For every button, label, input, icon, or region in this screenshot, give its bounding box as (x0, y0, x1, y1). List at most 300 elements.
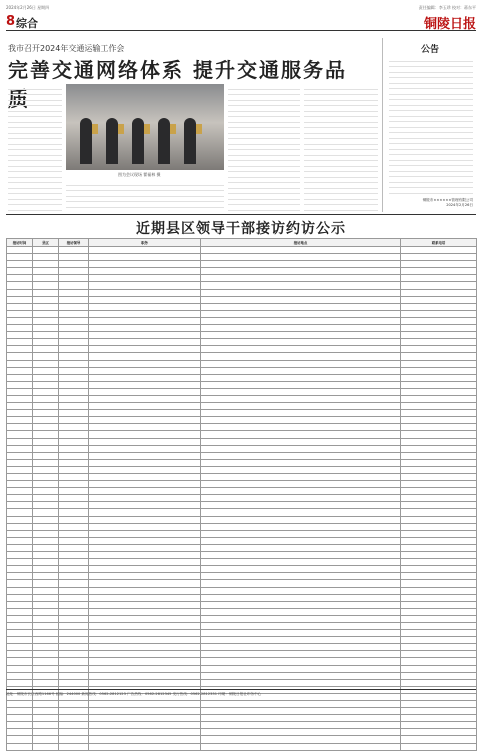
table-cell (401, 729, 477, 736)
table-cell (33, 544, 59, 551)
table-row (7, 261, 477, 268)
table-row (7, 282, 477, 289)
table-cell (401, 254, 477, 261)
photo-caption: 图为会议现场 翟福林 摄 (118, 172, 161, 177)
table-cell (33, 743, 59, 750)
table-cell (7, 559, 33, 566)
table-cell (7, 282, 33, 289)
table-cell (89, 452, 201, 459)
table-row (7, 552, 477, 559)
table-cell (7, 289, 33, 296)
table-cell (201, 658, 401, 665)
table-cell (401, 346, 477, 353)
table-row (7, 615, 477, 622)
table-cell (89, 502, 201, 509)
table-cell (401, 630, 477, 637)
table-row (7, 672, 477, 679)
illegible-text-line (304, 205, 378, 211)
table-cell (59, 566, 89, 573)
table-cell (89, 403, 201, 410)
table-cell (7, 367, 33, 374)
table-cell (201, 303, 401, 310)
table-cell (201, 495, 401, 502)
table-cell (59, 601, 89, 608)
lead-headline: 完善交通网络体系 提升交通服务品质 (8, 58, 347, 111)
table-cell (59, 424, 89, 431)
table-cell (89, 658, 201, 665)
table-row (7, 516, 477, 523)
table-cell (401, 445, 477, 452)
table-cell (59, 622, 89, 629)
table-cell (89, 410, 201, 417)
table-cell (33, 701, 59, 708)
table-cell (7, 360, 33, 367)
table-cell (7, 523, 33, 530)
table-cell (401, 247, 477, 254)
column-header: 县区 (33, 239, 59, 247)
table-row (7, 608, 477, 615)
table-cell (7, 410, 33, 417)
table-cell (401, 395, 477, 402)
section-number: 8 (6, 14, 16, 29)
top-info-bar (6, 4, 476, 12)
table-cell (401, 594, 477, 601)
table-cell (59, 247, 89, 254)
table-row (7, 339, 477, 346)
table-cell (201, 601, 401, 608)
column-header: 职务 (89, 239, 201, 247)
table-cell (33, 296, 59, 303)
table-cell (201, 395, 401, 402)
table-cell (401, 559, 477, 566)
table-row (7, 743, 477, 750)
table-cell (401, 317, 477, 324)
table-cell (59, 367, 89, 374)
table-cell (89, 552, 201, 559)
table-cell (33, 608, 59, 615)
table-cell (7, 424, 33, 431)
table-cell (7, 488, 33, 495)
table-cell (59, 303, 89, 310)
table-row (7, 651, 477, 658)
table-cell (7, 353, 33, 360)
table-row (7, 289, 477, 296)
table-row (7, 466, 477, 473)
table-cell (59, 261, 89, 268)
table-cell (201, 431, 401, 438)
table-cell (89, 630, 201, 637)
table-cell (59, 559, 89, 566)
table-cell (401, 403, 477, 410)
table-cell (201, 516, 401, 523)
table-row (7, 360, 477, 367)
table-row (7, 544, 477, 551)
table-cell (7, 729, 33, 736)
column-header: 接访领导 (59, 239, 89, 247)
table-cell (201, 388, 401, 395)
table-row (7, 573, 477, 580)
table-cell (201, 530, 401, 537)
table-cell (33, 587, 59, 594)
table-cell (59, 254, 89, 261)
table-cell (33, 339, 59, 346)
table-cell (89, 594, 201, 601)
lead-kicker: 我市召开2024年交通运输工作会 (8, 44, 125, 53)
table-cell (33, 559, 59, 566)
section-divider (6, 214, 476, 215)
table-cell (89, 559, 201, 566)
table-cell (33, 630, 59, 637)
table-cell (401, 381, 477, 388)
table-cell (401, 332, 477, 339)
table-cell (59, 644, 89, 651)
table-cell (33, 523, 59, 530)
table-cell (89, 566, 201, 573)
table-cell (201, 459, 401, 466)
table-cell (401, 452, 477, 459)
table-cell (89, 495, 201, 502)
table-cell (201, 509, 401, 516)
table-cell (33, 594, 59, 601)
table-cell (59, 310, 89, 317)
table-row (7, 622, 477, 629)
table-row (7, 736, 477, 743)
table-cell (401, 466, 477, 473)
table-cell (401, 481, 477, 488)
table-cell (59, 488, 89, 495)
table-cell (7, 459, 33, 466)
table-cell (89, 303, 201, 310)
table-cell (33, 665, 59, 672)
table-cell (7, 630, 33, 637)
table-cell (201, 353, 401, 360)
table-cell (59, 701, 89, 708)
table-cell (401, 431, 477, 438)
table-cell (89, 615, 201, 622)
table-cell (33, 715, 59, 722)
table-cell (401, 509, 477, 516)
table-cell (33, 381, 59, 388)
table-cell (89, 509, 201, 516)
table-cell (201, 289, 401, 296)
table-cell (59, 282, 89, 289)
table-cell (401, 544, 477, 551)
newspaper-logo: 铜陵日报 (423, 17, 476, 32)
table-cell (201, 622, 401, 629)
table-cell (59, 729, 89, 736)
table-cell (89, 580, 201, 587)
table-cell (201, 544, 401, 551)
table-row (7, 424, 477, 431)
table-row (7, 332, 477, 339)
table-cell (33, 474, 59, 481)
article-column-right-2 (304, 84, 378, 212)
table-row (7, 474, 477, 481)
table-cell (89, 736, 201, 743)
table-cell (7, 339, 33, 346)
table-cell (89, 481, 201, 488)
table-cell (59, 417, 89, 424)
table-cell (89, 395, 201, 402)
table-cell (33, 325, 59, 332)
table-cell (59, 630, 89, 637)
table-cell (33, 708, 59, 715)
table-cell (89, 445, 201, 452)
table-cell (59, 580, 89, 587)
table-row (7, 310, 477, 317)
table-cell (401, 296, 477, 303)
table-cell (201, 559, 401, 566)
table-cell (401, 566, 477, 573)
table-cell (59, 665, 89, 672)
table-cell (33, 367, 59, 374)
table-cell (401, 459, 477, 466)
table-cell (33, 672, 59, 679)
table-cell (401, 353, 477, 360)
table-cell (7, 303, 33, 310)
table-cell (7, 296, 33, 303)
table-cell (59, 346, 89, 353)
table-cell (201, 346, 401, 353)
table-cell (7, 537, 33, 544)
table-cell (89, 622, 201, 629)
notice-signature (423, 198, 473, 208)
table-cell (7, 679, 33, 686)
table-row (7, 708, 477, 715)
table-cell (7, 474, 33, 481)
table-cell (33, 516, 59, 523)
table-cell (7, 332, 33, 339)
table-cell (7, 374, 33, 381)
table-cell (33, 644, 59, 651)
table-cell (59, 445, 89, 452)
table-cell (89, 268, 201, 275)
table-cell (201, 410, 401, 417)
table-cell (89, 672, 201, 679)
table-cell (201, 580, 401, 587)
table-cell (7, 381, 33, 388)
section-name: 综合 (16, 17, 38, 30)
table-cell (201, 651, 401, 658)
table-cell (33, 424, 59, 431)
table-cell (7, 481, 33, 488)
table-cell (201, 332, 401, 339)
table-cell (201, 310, 401, 317)
table-cell (7, 268, 33, 275)
table-row (7, 488, 477, 495)
table-cell (401, 516, 477, 523)
editor-credits: 责任编辑：李玉珍 校对：蒋东平 (418, 5, 476, 10)
table-cell (33, 495, 59, 502)
table-cell (7, 573, 33, 580)
table-cell (7, 395, 33, 402)
table-cell (401, 268, 477, 275)
table-cell (89, 708, 201, 715)
table-row (7, 509, 477, 516)
table-row (7, 701, 477, 708)
table-cell (401, 644, 477, 651)
table-cell (59, 516, 89, 523)
table-cell (89, 332, 201, 339)
table-cell (401, 367, 477, 374)
notice-body (389, 56, 473, 196)
table-cell (59, 395, 89, 402)
table-cell (33, 431, 59, 438)
table-cell (201, 615, 401, 622)
table-section-title: 近期县区领导干部接访约访公示 (136, 221, 346, 237)
table-cell (59, 736, 89, 743)
notice-date: 2024年2月26日 (446, 203, 473, 207)
table-cell (89, 651, 201, 658)
table-cell (33, 637, 59, 644)
table-cell (7, 544, 33, 551)
table-cell (59, 509, 89, 516)
table-cell (33, 388, 59, 395)
table-cell (33, 615, 59, 622)
table-cell (89, 317, 201, 324)
table-cell (401, 339, 477, 346)
table-cell (33, 452, 59, 459)
table-cell (89, 353, 201, 360)
table-cell (33, 573, 59, 580)
table-cell (33, 736, 59, 743)
table-cell (89, 601, 201, 608)
table-cell (33, 658, 59, 665)
table-cell (201, 268, 401, 275)
table-cell (201, 367, 401, 374)
table-row (7, 637, 477, 644)
table-cell (89, 715, 201, 722)
article-column-mid (66, 180, 224, 212)
notice-title: 公告 (420, 45, 439, 55)
table-cell (401, 679, 477, 686)
table-cell (201, 523, 401, 530)
table-cell (89, 587, 201, 594)
table-cell (401, 303, 477, 310)
article-column-right-1 (228, 84, 300, 212)
table-cell (401, 523, 477, 530)
table-cell (201, 417, 401, 424)
table-cell (89, 431, 201, 438)
table-cell (89, 438, 201, 445)
table-cell (401, 658, 477, 665)
table-cell (33, 332, 59, 339)
table-cell (401, 637, 477, 644)
table-cell (59, 481, 89, 488)
table-cell (59, 573, 89, 580)
table-row (7, 403, 477, 410)
table-cell (201, 594, 401, 601)
table-cell (59, 715, 89, 722)
table-cell (7, 516, 33, 523)
table-cell (33, 353, 59, 360)
table-cell (201, 325, 401, 332)
table-cell (401, 424, 477, 431)
table-cell (59, 296, 89, 303)
table-row (7, 495, 477, 502)
table-row (7, 587, 477, 594)
table-cell (401, 580, 477, 587)
table-cell (33, 374, 59, 381)
table-cell (401, 502, 477, 509)
table-cell (59, 339, 89, 346)
table-cell (59, 608, 89, 615)
table-cell (33, 622, 59, 629)
table-cell (201, 466, 401, 473)
table-cell (59, 474, 89, 481)
table-cell (7, 530, 33, 537)
illegible-text-line (66, 202, 224, 208)
table-cell (7, 317, 33, 324)
article-column-left (8, 84, 62, 212)
table-cell (7, 622, 33, 629)
table-cell (89, 374, 201, 381)
table-cell (201, 296, 401, 303)
table-cell (59, 353, 89, 360)
table-row (7, 346, 477, 353)
table-cell (201, 445, 401, 452)
table-cell (33, 466, 59, 473)
table-cell (33, 317, 59, 324)
table-cell (201, 502, 401, 509)
table-cell (7, 594, 33, 601)
table-cell (201, 339, 401, 346)
table-row (7, 523, 477, 530)
table-cell (7, 587, 33, 594)
table-cell (33, 445, 59, 452)
table-cell (7, 346, 33, 353)
table-cell (59, 743, 89, 750)
table-cell (401, 672, 477, 679)
table-cell (201, 679, 401, 686)
table-cell (33, 254, 59, 261)
table-row (7, 601, 477, 608)
table-cell (59, 530, 89, 537)
table-cell (59, 381, 89, 388)
table-cell (201, 637, 401, 644)
table-cell (89, 637, 201, 644)
table-cell (201, 608, 401, 615)
table-cell (201, 282, 401, 289)
table-cell (89, 289, 201, 296)
table-cell (401, 701, 477, 708)
table-cell (7, 651, 33, 658)
table-cell (59, 466, 89, 473)
table-cell (59, 658, 89, 665)
table-cell (89, 424, 201, 431)
table-row (7, 665, 477, 672)
table-cell (201, 317, 401, 324)
table-cell (201, 743, 401, 750)
table-row (7, 381, 477, 388)
table-row (7, 445, 477, 452)
table-cell (59, 459, 89, 466)
table-cell (7, 495, 33, 502)
table-row (7, 268, 477, 275)
table-cell (59, 495, 89, 502)
table-cell (7, 502, 33, 509)
table-cell (401, 360, 477, 367)
table-cell (33, 552, 59, 559)
table-cell (59, 552, 89, 559)
table-row (7, 275, 477, 282)
table-cell (401, 587, 477, 594)
table-cell (401, 722, 477, 729)
table-cell (89, 474, 201, 481)
table-cell (89, 665, 201, 672)
table-cell (59, 708, 89, 715)
table-row (7, 317, 477, 324)
